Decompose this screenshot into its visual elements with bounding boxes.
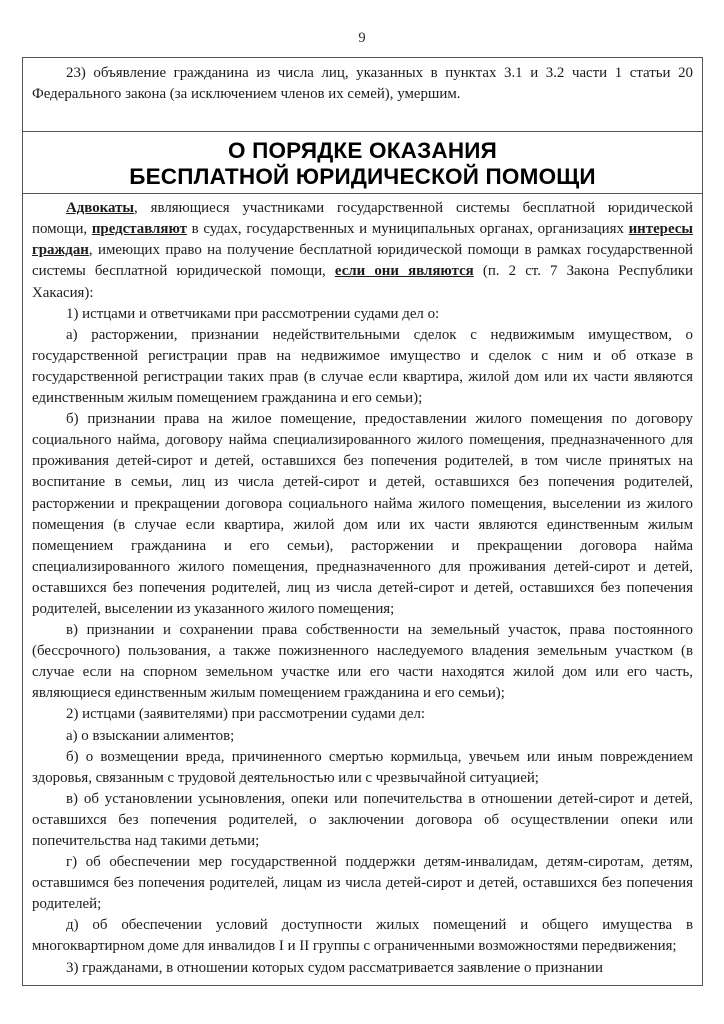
list-item-1: 1) истцами и ответчиками при рассмотрении судами дел о: xyxy=(66,305,440,322)
list-item-1a: а) расторжении, признании недействительными сделок с недвижимым имуществом, о государственной регистрации прав на недвижимое имущество и сделок с ним и об отказе в государственной регистрации таких прав (в случае если квартира, жилой дом или их части являются единственным жилым помещением гражданина и его семьи); xyxy=(32,326,693,407)
list-item-2: 2) истцами (заявителями) при рассмотрении судами дел: xyxy=(66,706,426,723)
list-item-2v: в) об установлении усыновления, опеки или попечительства в отношении детей-сирот и детей, оставшихся без попечения родителей, о заключении договора об осуществлении опеки или попечительства над такими детьми; xyxy=(32,790,693,849)
section-heading-cell xyxy=(23,131,702,193)
list-item-3: 3) гражданами, в отношении которых судом рассматривается заявление о признании xyxy=(66,959,603,976)
intro-emphasis-esli-oni-yavlyayutsya: если они являются xyxy=(334,263,474,280)
intro-segment-1: , являющиеся участниками государственной системы бесплатной юридической помощи, xyxy=(32,200,693,238)
intro-paragraph xyxy=(32,198,693,303)
document-frame xyxy=(22,57,703,986)
intro-emphasis-interesy-grazhdan: интересы граждан xyxy=(32,221,693,259)
list-item-2a: а) о взыскании алиментов; xyxy=(66,727,235,744)
section-heading-line-1: О ПОРЯДКЕ ОКАЗАНИЯ xyxy=(227,138,498,164)
intro-segment-2: в судах, государственных и муниципальных органах, организациях xyxy=(186,221,629,238)
section-heading-line-2: БЕСПЛАТНОЙ ЮРИДИЧЕСКОЙ ПОМОЩИ xyxy=(129,164,596,190)
section-body-cell xyxy=(23,193,702,984)
intro-emphasis-advokaty: Адвокаты xyxy=(66,200,135,217)
list-item-2b: б) о возмещении вреда, причиненного смертью кормильца, увечьем или иным повреждением здоровья, связанным с трудовой деятельностью или с чрезвычайной ситуацией; xyxy=(32,748,693,786)
page-number: 9 xyxy=(358,30,366,46)
intro-emphasis-predstavlyayut: представляют xyxy=(91,221,187,238)
list-item-2g: г) об обеспечении мер государственной поддержки детям-инвалидам, детям-сиротам, детям, оставшимся без попечения родителей, лицам из числа детей-сирот и детей, оставшихся без попечения родителей; xyxy=(32,854,693,913)
previous-item-cell xyxy=(23,58,702,131)
list-item-1b: б) признании права на жилое помещение, предоставлении жилого помещения по договору социального найма, договору найма специализированного жилого помещения, предназначенного для проживания детей-сирот и детей, оставшихся без попечения родителей, в том числе принятых на воспитание в семьи, лиц из числа детей-сирот и детей, оставшихся без попечения родителей, расторжении и прекращении договора социального найма жилого помещения, выселении из жилого помещения (в случае если квартира, жилой дом или их части являются единственным жилым помещением гражданина и его семьи), расторжении и прекращении договора найма специализированного жилого помещения, предназначенного для проживания детей-сирот и детей, оставшихся без попечения родителей, лиц из числа детей-сирот и детей, оставшихся без попечения родителей, выселении из указанного жилого помещения; xyxy=(32,411,693,617)
previous-item-text: 23) объявление гражданина из числа лиц, указанных в пунктах 3.1 и 3.2 части 1 статьи 20 Федерального закона (за исключением членов их семей), умершим. xyxy=(32,65,693,103)
intro-segment-4: (п. 2 ст. 7 Закона Республики Хакасия): xyxy=(32,263,693,301)
intro-segment-3: , имеющих право на получение бесплатной юридической помощи в рамках государственной системы бесплатной юридической помощи, xyxy=(32,242,693,280)
list-item-2d: д) об обеспечении условий доступности жилых помещений и общего имущества в многоквартирном доме для инвалидов I и II группы с ограниченными возможностями передвижения; xyxy=(32,917,693,955)
list-item-1v: в) признании и сохранении права собственности на земельный участок, права постоянного (бессрочного) пользования, а также пожизненного наследуемого владения земельным участком (в случае если на спорном земельном участке или его части находятся жилой дом или его часть, являющиеся единственным жилым помещением гражданина и его семьи); xyxy=(32,622,693,702)
